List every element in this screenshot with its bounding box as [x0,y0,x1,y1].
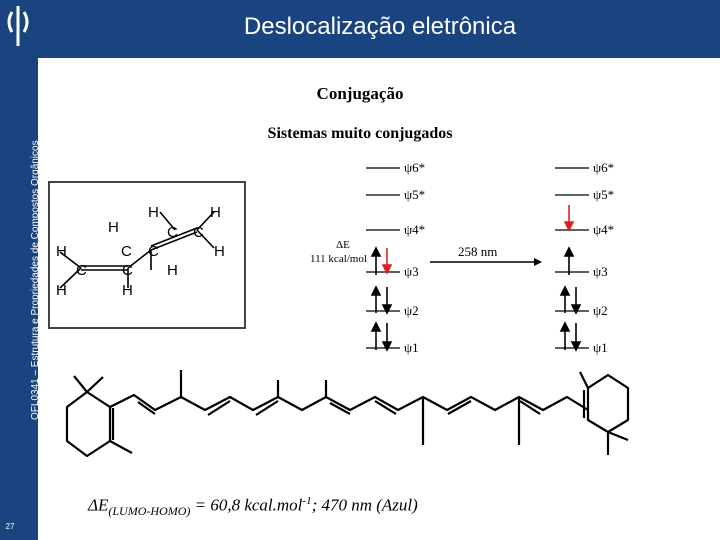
formula-sub: (LUMO-HOMO) [108,504,191,519]
psi1-label: ψ1 [404,340,419,355]
psi6-label: ψ6* [404,160,426,175]
psi3-label: ψ3 [404,264,419,279]
atom-h: H [167,262,178,279]
psi3-label: ψ3 [593,264,608,279]
atom-h: H [210,204,221,221]
atom-h: H [122,282,133,299]
psi5-label: ψ5* [593,187,615,202]
atom-c: C [148,243,159,260]
formula-rest: ; 470 nm (Azul) [311,495,418,515]
arrow-head-icon [534,258,542,266]
wavelength-label: 258 nm [458,244,498,259]
formula-eq: = 60,8 kcal.mol [190,495,303,515]
excited-electron-left [383,248,391,273]
energy-value: 111 kcal/mol [310,253,367,265]
beta-carotene-structure [67,370,628,456]
slide-title: Deslocalização eletrônica [243,13,517,40]
psi1-label: ψ1 [593,340,608,355]
atom-h: H [214,243,225,260]
atom-c: C [121,243,132,260]
mo-levels-right [555,168,589,348]
formula-sup: -1 [302,495,312,507]
subtitle: Conjugação [316,84,404,103]
page-number: 27 [5,522,15,531]
atom-c: C [193,224,204,241]
mo-levels-left [366,168,400,348]
electrons-right [561,248,580,350]
atom-c: C [167,224,178,241]
atom-h: H [56,243,67,260]
energy-gap-formula [88,495,418,519]
section-title: Sistemas muito conjugados [267,125,453,142]
psi6-label: ψ6* [593,160,615,175]
psi2-label: ψ2 [404,303,419,318]
excited-electron-right [565,205,573,230]
atom-c: C [122,262,133,279]
psi5-label: ψ5* [404,187,426,202]
atom-h: H [56,282,67,299]
psi2-label: ψ2 [593,303,608,318]
formula-delta: ΔE [88,495,109,515]
delta-e-label: ΔE [336,239,350,251]
atom-h: H [108,219,119,236]
psi4-label: ψ4* [404,222,426,237]
psi4-label: ψ4* [593,222,615,237]
atom-c: C [76,262,87,279]
electrons-left [372,248,391,350]
atom-h: H [148,204,159,221]
course-label: QFL0341 – Estrutura e Propriedades de Compostos Orgânicos [30,140,41,420]
